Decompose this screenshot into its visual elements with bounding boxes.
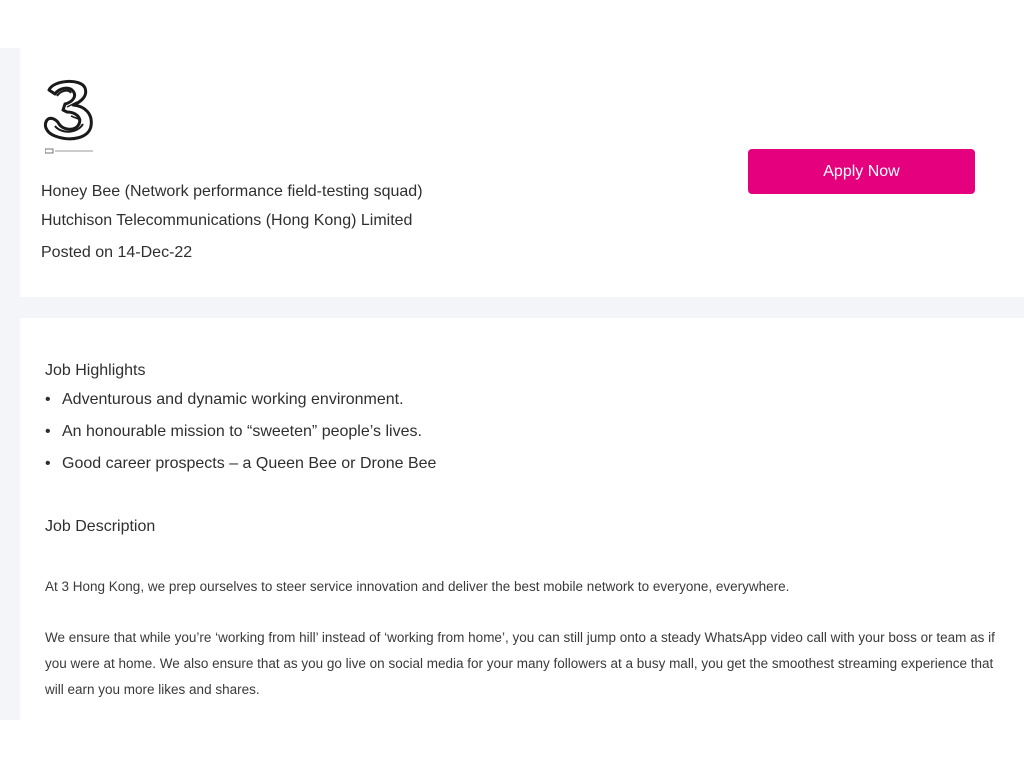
bullet-icon: • xyxy=(45,423,51,440)
description-paragraph: At 3 Hong Kong, we prep ourselves to steer service innovation and deliver the best mobile network to everyone, everywhere. xyxy=(45,579,790,594)
bullet-icon: • xyxy=(45,455,51,472)
description-paragraph: We ensure that while you’re ‘working from hill’ instead of ‘working from home’, you can still jump onto a steady WhatsApp video call with your boss or team as if you were at home. We also ensure that as you go live on social media for your many followers at a busy mall, you get the smoothest streaming experience that will earn you more likes and shares. xyxy=(45,630,995,697)
job-highlights-heading: Job Highlights xyxy=(45,362,146,379)
job-title: Honey Bee (Network performance field-testing squad) xyxy=(41,183,423,200)
list-item: • Adventurous and dynamic working environment. xyxy=(45,391,404,408)
list-item: • Good career prospects – a Queen Bee or Drone Bee xyxy=(45,455,437,472)
job-description-heading: Job Description xyxy=(45,518,156,535)
job-highlights-list xyxy=(45,390,436,486)
company-name: Hutchison Telecommunications (Hong Kong) Limited xyxy=(41,212,413,229)
three-logo-icon xyxy=(41,76,97,142)
job-header-card xyxy=(20,48,1024,297)
posted-date: Posted on 14-Dec-22 xyxy=(41,244,193,261)
apply-now-button[interactable]: Apply Now xyxy=(748,149,975,194)
logo-tagline-graphic xyxy=(45,148,93,154)
job-details-card xyxy=(20,318,1024,720)
list-item: • An honourable mission to “sweeten” people’s lives. xyxy=(45,423,422,440)
bullet-icon: • xyxy=(45,391,51,408)
